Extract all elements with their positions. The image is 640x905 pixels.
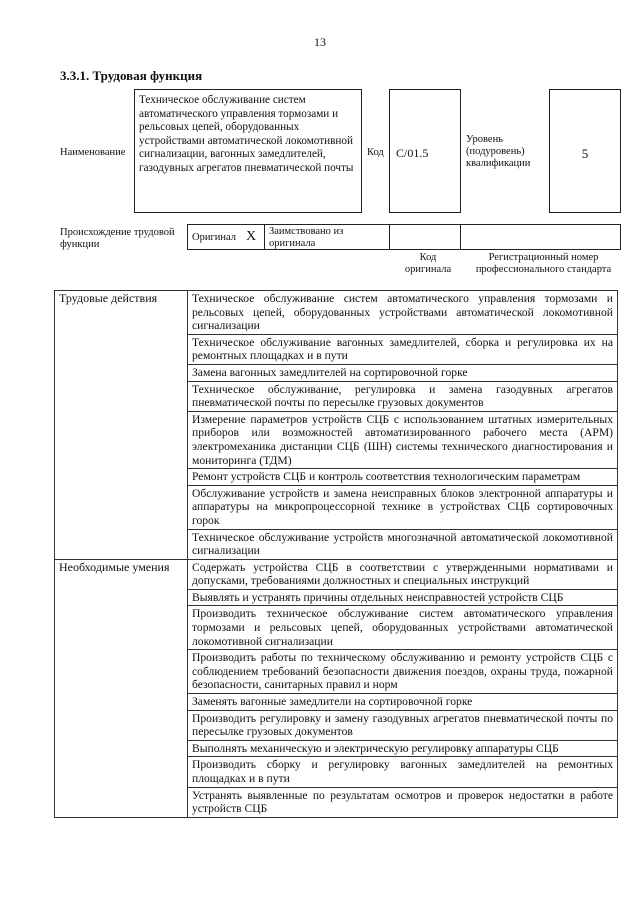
- list-item: Замена вагонных замедлителей на сортировочной горке: [188, 364, 618, 381]
- list-item: Техническое обслуживание систем автоматического управления тормозами и рельсовых цепей, оборудованных устройствами автоматической локомотивной сигнализации: [188, 291, 618, 335]
- list-item: Выявлять и устранять причины отдельных неисправностей устройств СЦБ: [188, 589, 618, 606]
- list-item: Заменять вагонные замедлители на сортировочной горке: [188, 694, 618, 711]
- list-item: Техническое обслуживание, регулировка и замена газодувных агрегатов пневматической почты по пересылке грузовых документов: [188, 381, 618, 411]
- labor-function-table: [54, 290, 618, 818]
- labor-actions-label: Трудовые действия: [55, 291, 188, 560]
- list-item: Производить регулировку и замену газодувных агрегатов пневматической почты по пересылке грузовых документов: [188, 710, 618, 740]
- original-label: Оригинал: [192, 232, 236, 243]
- list-item: Производить техническое обслуживание систем автоматического управления тормозами и рельсовых цепей, оборудованных устройствами автоматической локомотивной сигнализации: [188, 606, 618, 650]
- list-item: Измерение параметров устройств СЦБ с использованием штатных измерительных приборов или возможностей автоматизированного рабочего места (АРМ) электромеханика дистанции СЦБ (ШН) системы технического диагностирования и мониторинга (ТДМ): [188, 411, 618, 468]
- code-label: Код: [367, 147, 384, 158]
- borrowed-cell: [264, 225, 389, 249]
- code-value: С/01.5: [389, 89, 461, 213]
- reg-number-cell: [460, 225, 621, 249]
- skills-label: Необходимые умения: [55, 559, 188, 817]
- list-item: Содержать устройства СЦБ в соответствии с утвержденными нормативами и допусками, требованиями должностных и специальных инструкций: [188, 559, 618, 589]
- list-item: Производить работы по техническому обслуживанию и ремонту устройств СЦБ с соблюдением требований безопасности движения поездов, охраны труда, пожарной безопасности, санитарных правил и норм: [188, 650, 618, 694]
- function-name-box: Техническое обслуживание систем автоматического управления тормозами и рельсовых цепей, оборудованных устройствами автоматической локомотивной сигнализации, вагонных замедлителей, газодувных агрегатов пневматической почты: [134, 89, 362, 213]
- original-mark: X: [246, 229, 257, 244]
- list-item: Ремонт устройств СЦБ и контроль соответствия технологическим параметрам: [188, 469, 618, 486]
- level-value: 5: [549, 89, 621, 213]
- table-row: [55, 559, 618, 589]
- level-label: Уровень (подуровень) квалификации: [466, 134, 531, 169]
- name-label: Наименование: [60, 147, 126, 158]
- code-original-cell: [389, 225, 460, 249]
- table-body: [55, 291, 618, 818]
- reg-number-label: Регистрационный номер профессионального стандарта: [475, 252, 612, 275]
- section-title: 3.3.1. Трудовая функция: [60, 68, 203, 83]
- origin-row: [187, 224, 621, 250]
- list-item: Устранять выявленные по результатам осмотров и проверок недостатки в работе устройств СЦБ: [188, 787, 618, 817]
- list-item: Техническое обслуживание устройств многозначной автоматической локомотивной сигнализации: [188, 529, 618, 559]
- list-item: Техническое обслуживание вагонных замедлителей, сборка и регулировка их на ремонтных площадках и в пути: [188, 334, 618, 364]
- page-number: 13: [314, 35, 326, 49]
- table-row: [55, 291, 618, 335]
- borrowed-label: Заимствовано из оригинала: [269, 226, 344, 249]
- origin-label: Происхождение трудовой функции: [60, 227, 175, 250]
- list-item: Выполнять механическую и электрическую регулировку аппаратуры СЦБ: [188, 740, 618, 757]
- list-item: Обслуживание устройств и замена неисправных блоков электронной аппаратуры и аппаратуры на микропроцессорной технике в устройствах СЦБ сортировочных горок: [188, 485, 618, 529]
- code-original-label: Код оригинала: [404, 252, 452, 275]
- list-item: Производить сборку и регулировку вагонных замедлителей на ремонтных площадках и в пути: [188, 757, 618, 787]
